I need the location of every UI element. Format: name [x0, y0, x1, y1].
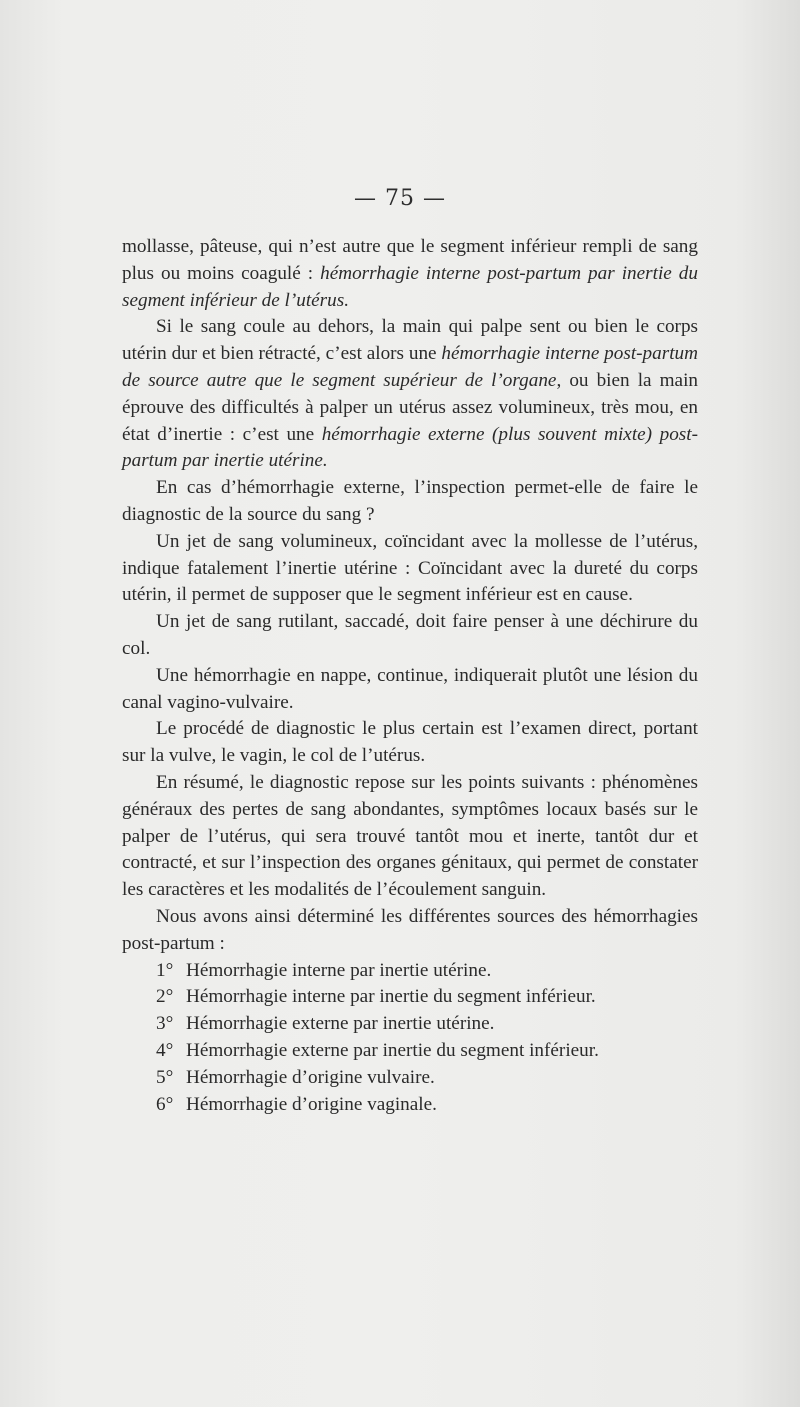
- list-item: [122, 1092, 698, 1119]
- list-text: Hémorrhagie interne par inertie utérine.: [186, 959, 492, 981]
- paragraph: [122, 609, 698, 663]
- list-text: Hémorrhagie d’origine vulvaire.: [186, 1066, 435, 1088]
- list-item: [122, 1038, 698, 1065]
- list-number: 1°: [156, 959, 174, 981]
- list-text: Hémorrhagie interne par inertie du segment inférieur.: [186, 986, 596, 1008]
- list-number: 2°: [156, 986, 174, 1008]
- sources-list: [122, 958, 698, 1119]
- paragraph: [122, 663, 698, 717]
- list-number: 6°: [156, 1093, 174, 1115]
- list-number: 4°: [156, 1039, 174, 1061]
- list-text: Hémorrhagie externe par inertie du segment inférieur.: [186, 1039, 599, 1061]
- paragraph: [122, 234, 698, 314]
- text-run: Un jet de sang rutilant, saccadé, doit faire penser à une déchirure du col.: [122, 611, 698, 659]
- text-run: Le procédé de diagnostic le plus certain est l’examen direct, portant sur la vulve, le vagin, le col de l’utérus.: [122, 718, 698, 767]
- italic-text: hémorrhagie externe (plus souvent mixte) post-partum par inertie utérine.: [122, 423, 698, 472]
- text-run: Nous avons ainsi déterminé les différentes sources des hémorrhagies post-partum :: [122, 905, 698, 954]
- text-run: Une hémorrhagie en nappe, continue, indiquerait plutôt une lésion du canal vagino-vulvaire.: [122, 664, 698, 713]
- italic-text: hémorrhagie interne post-partum de source autre que le segment supérieur de l’organe: [122, 343, 698, 391]
- list-text: Hémorrhagie d’origine vaginale.: [186, 1093, 437, 1115]
- body-text: [122, 234, 698, 1118]
- text-run: mollasse, pâteuse, qui n’est autre que le segment inférieur rempli de sang plus ou moins coagulé :: [122, 236, 698, 284]
- italic-text: hémorrhagie interne post-partum par inertie du segment inférieur de l’utérus.: [122, 262, 698, 311]
- list-item: [122, 1011, 698, 1038]
- list-item: [122, 958, 698, 985]
- text-run: Si le sang coule au dehors, la main qui palpe sent ou bien le corps utérin dur et bien rétracté, c’est alors une: [122, 316, 698, 365]
- list-number: 5°: [156, 1066, 174, 1088]
- page-number: — 75 —: [354, 186, 446, 211]
- text-run: En résumé, le diagnostic repose sur les points suivants : phénomènes généraux des pertes de sang abondantes, symptômes locaux basés sur le palper de l’utérus, qui sera trouvé tantôt mou et inerte, tantôt dur et contracté, et sur l’inspection des organes génitaux, qui permet de constater les caractères et les modalités de l’écoulement sanguin.: [122, 771, 698, 901]
- paragraphs: [122, 234, 698, 958]
- text-run: En cas d’hémorrhagie externe, l’inspection permet-elle de faire le diagnostic de la source du sang ?: [122, 477, 698, 525]
- paragraph: [122, 475, 698, 529]
- paragraph: [122, 716, 698, 770]
- text-run: Un jet de sang volumineux, coïncidant avec la mollesse de l’utérus, indique fatalement l’inertie utérine : Coïncidant avec la dureté du corps utérin, il permet de supposer que le segment inférieur est en cause.: [122, 530, 698, 606]
- list-item: [122, 1065, 698, 1092]
- paragraph: [122, 314, 698, 475]
- list-item: [122, 984, 698, 1011]
- list-number: 3°: [156, 1013, 174, 1035]
- paragraph: [122, 770, 698, 904]
- paragraph: [122, 904, 698, 958]
- list-text: Hémorrhagie externe par inertie utérine.: [186, 1013, 495, 1035]
- paragraph: [122, 529, 698, 609]
- text-run: , ou bien la main éprouve des difficultés à palper un utérus assez volumineux, très mou, en état d’inertie : c’est une: [122, 369, 698, 445]
